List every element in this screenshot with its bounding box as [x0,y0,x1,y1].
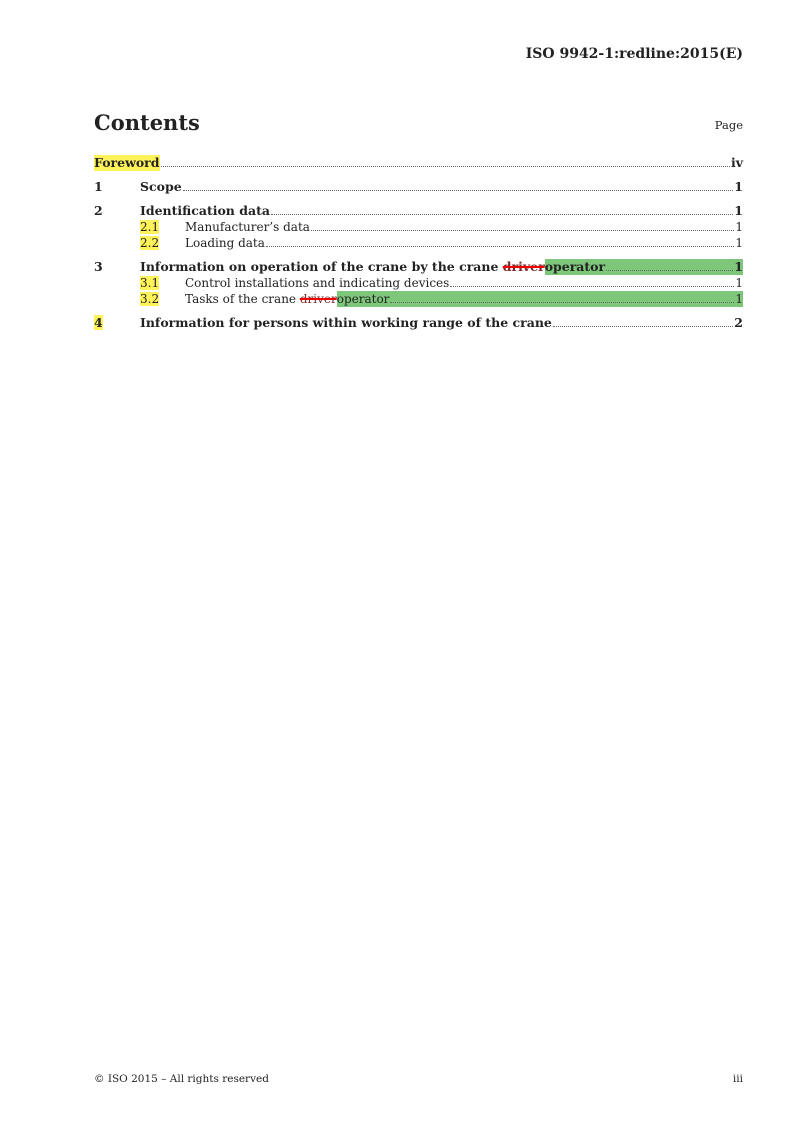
page-title: Contents [94,110,200,135]
toc-entry-loading-data[interactable] [94,235,743,251]
leader-dots [271,214,733,215]
toc-page: 1 [735,236,743,250]
toc-page: 1 [735,276,743,290]
leader-dots [390,302,734,303]
toc-entry-persons-in-working-range[interactable] [94,315,743,331]
inserted-highlight [545,259,743,275]
toc-page: 1 [735,220,743,234]
toc-entry-manufacturers-data[interactable] [94,219,743,235]
toc-title: Foreword [94,155,160,170]
toc-title: Loading data [185,236,265,250]
toc-title: Manufacturer’s data [185,220,310,234]
leader-dots [311,230,734,231]
toc-number: 3 [94,259,103,274]
leader-dots [161,166,730,167]
table-of-contents [94,155,743,331]
leader-dots [266,246,734,247]
toc-entry-foreword[interactable] [94,155,743,171]
footer-page-number: iii [732,1073,743,1085]
toc-title: Information on operation of the crane by the crane [140,259,503,274]
inserted-highlight [337,291,743,307]
toc-entry-operation-information[interactable] [94,259,743,275]
toc-number: 3.2 [140,292,160,306]
leader-dots [183,190,734,191]
page-column-label: Page [714,118,743,132]
leader-dots [553,326,733,327]
leader-dots [606,270,733,271]
toc-page: 1 [734,259,743,274]
toc-number: 1 [94,179,103,194]
toc-entry-identification-data[interactable] [94,203,743,219]
toc-page: iv [730,155,743,170]
toc-entry-control-installations[interactable] [94,275,743,291]
toc-number: 3.1 [140,276,160,290]
copyright-footer: © ISO 2015 – All rights reserved [94,1073,269,1085]
toc-title: Scope [140,179,182,194]
toc-number: 4 [94,315,103,330]
leader-dots [450,286,734,287]
toc-page: 1 [734,179,743,194]
toc-entry-tasks-of-operator[interactable] [94,291,743,307]
toc-title: Control installations and indicating devices [185,276,450,290]
deleted-text: driver [502,259,545,274]
toc-title: Information for persons within working range of the crane [140,315,552,330]
deleted-text: driver [299,292,337,306]
toc-entry-scope[interactable] [94,179,743,195]
toc-page: 2 [734,315,743,330]
toc-number: 2.2 [140,236,160,250]
toc-title: Identification data [140,203,270,218]
toc-number: 2 [94,203,103,218]
toc-page: 1 [734,203,743,218]
toc-title: Tasks of the crane [185,292,300,306]
inserted-text: operator [336,292,390,306]
toc-number: 2.1 [140,220,160,234]
document-id: ISO 9942-1:redline:2015(E) [525,46,743,62]
toc-page: 1 [735,292,743,306]
inserted-text: operator [544,259,606,274]
